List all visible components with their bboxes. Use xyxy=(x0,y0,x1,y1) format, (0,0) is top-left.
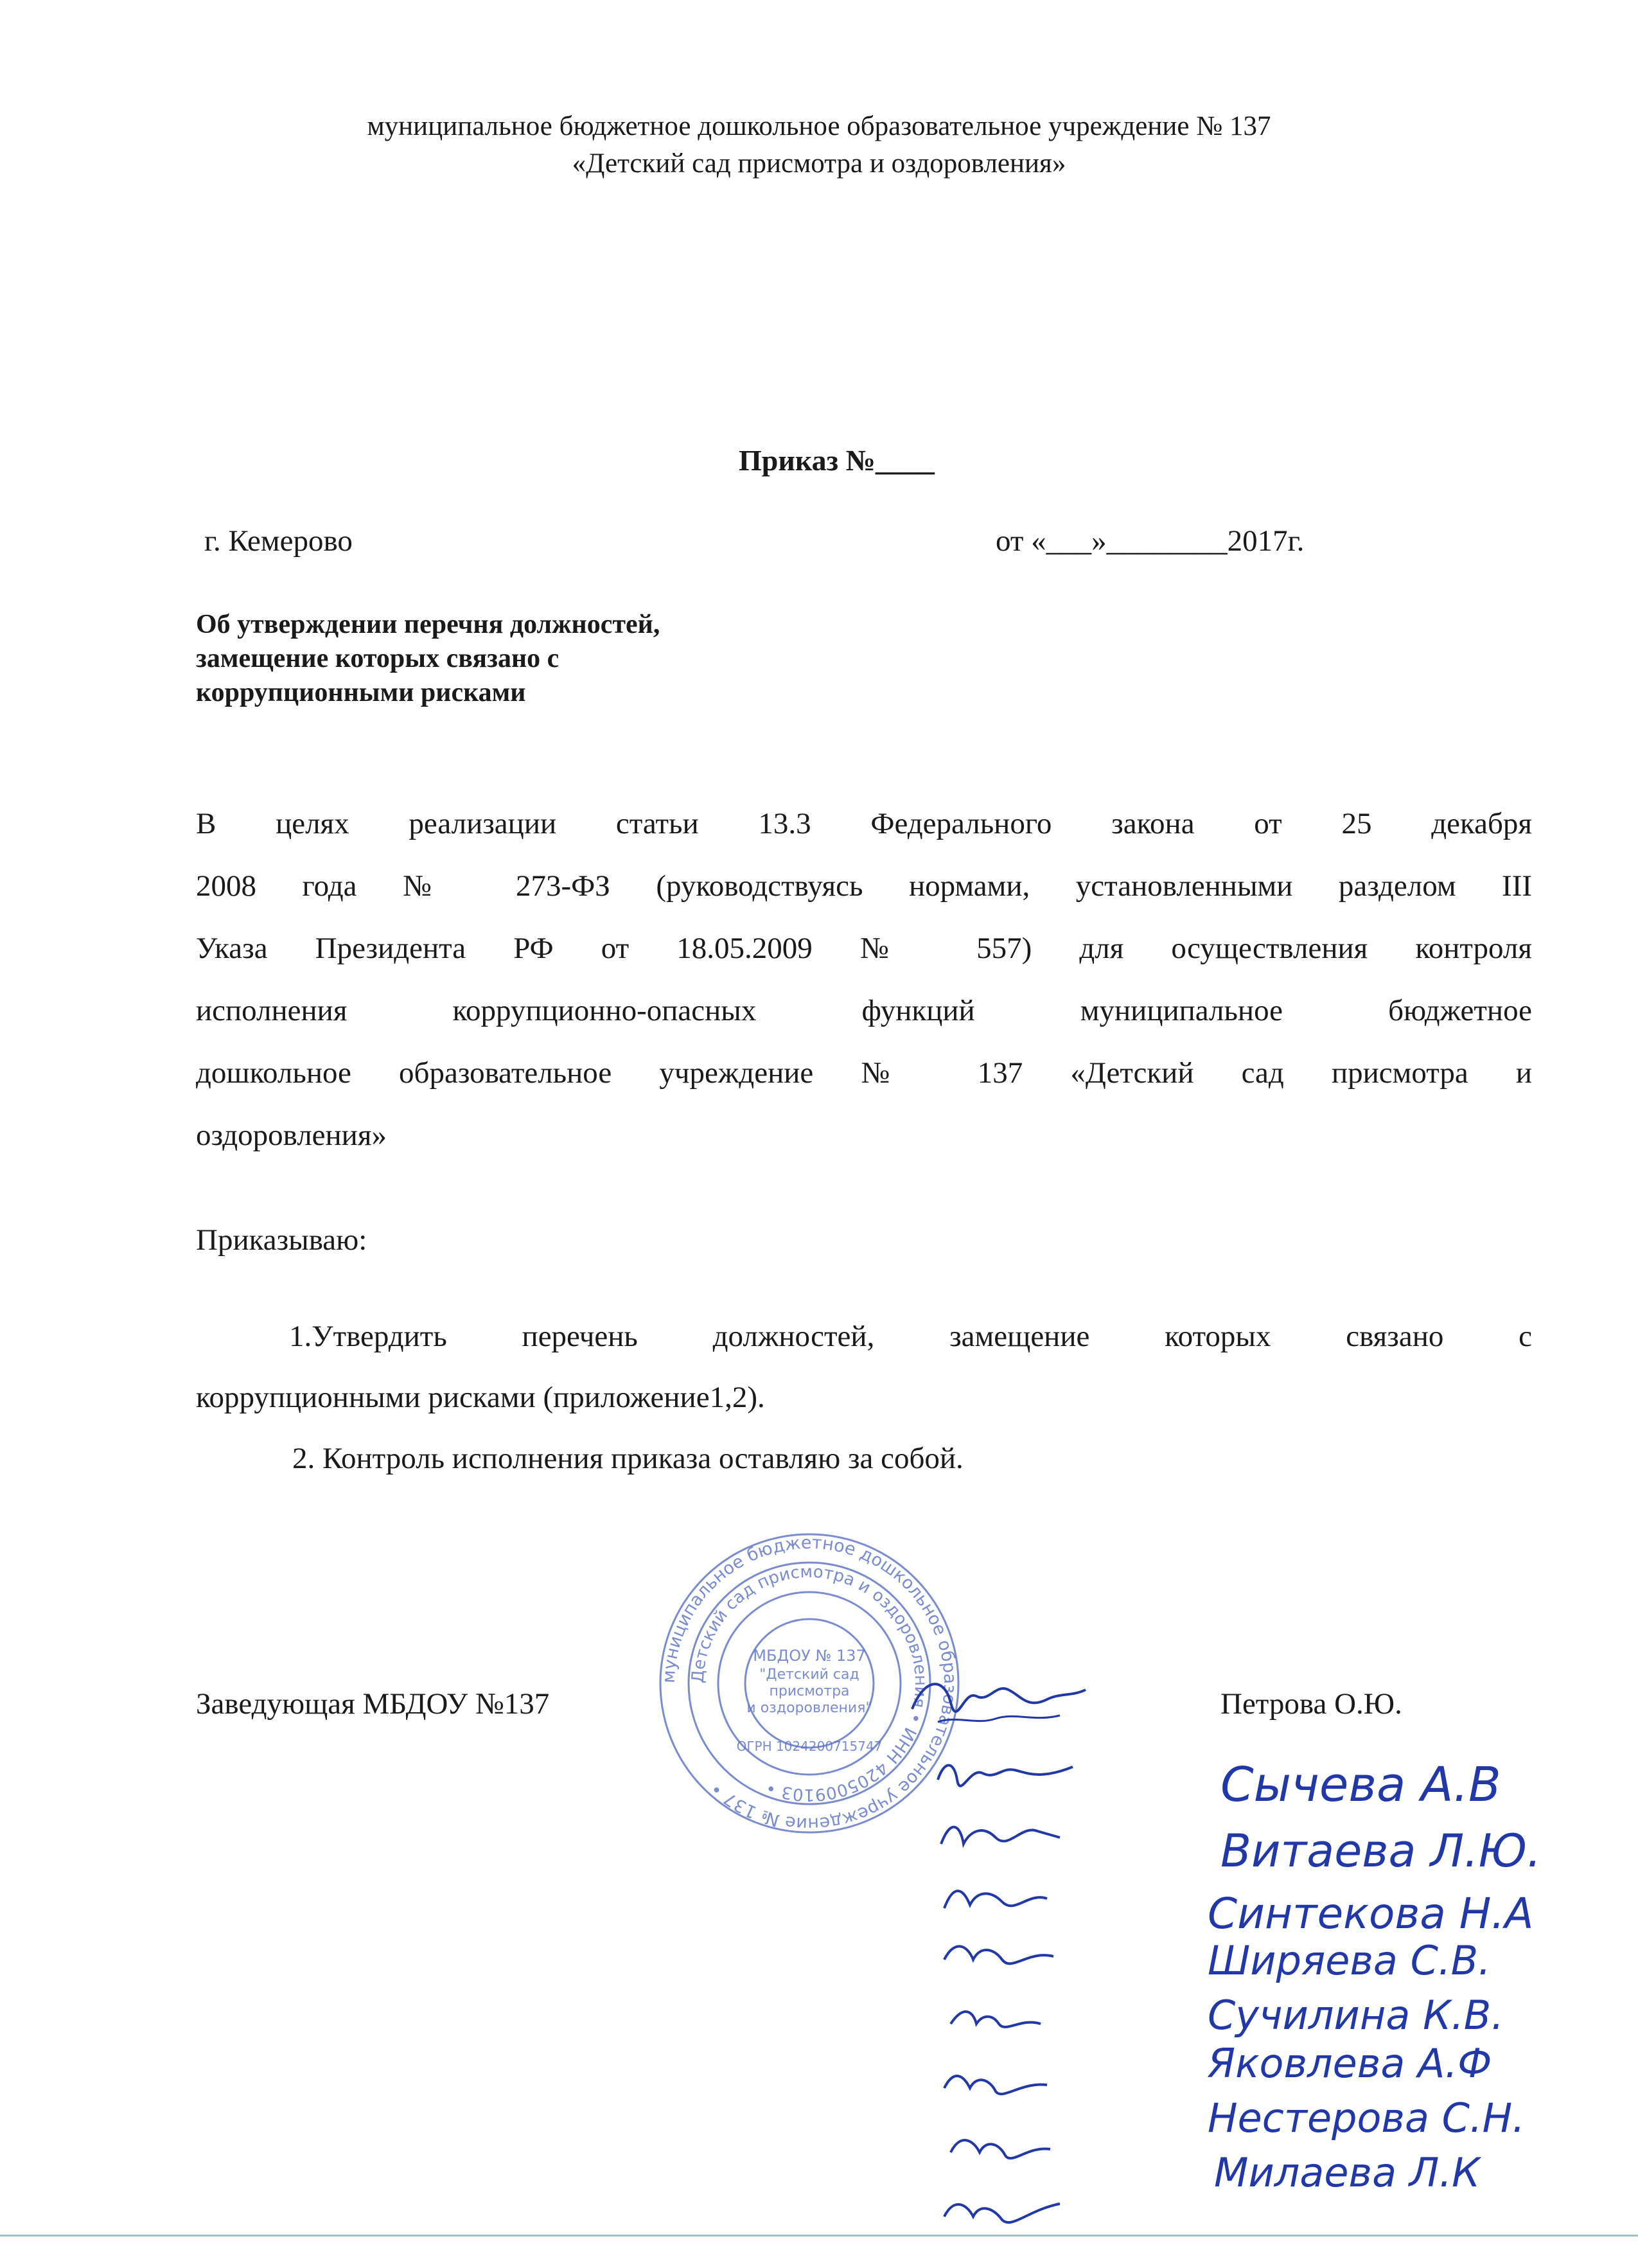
document-title: Приказ №____ xyxy=(739,444,935,477)
subject-line2: замещение которых связано с xyxy=(196,644,559,673)
institution-name-line2: «Детский сад присмотра и оздоровления» xyxy=(572,148,1066,179)
ack-signature-5: Сучилина К.В. xyxy=(1208,1992,1504,2039)
scan-edge-line xyxy=(0,2235,1638,2237)
preamble-line5: дошкольное образовательное учреждение № 137 «Детский сад присмотра и xyxy=(196,1056,1532,1090)
subject-line1: Об утверждении перечня должностей, xyxy=(196,610,660,639)
svg-text:МБДОУ № 137: МБДОУ № 137 xyxy=(753,1647,866,1665)
item2: 2. Контроль исполнения приказа оставляю за собой. xyxy=(292,1442,964,1475)
institution-name-line1: муниципальное бюджетное дошкольное образовательное учреждение № 137 xyxy=(367,111,1271,141)
svg-text:Детский сад присмотра и оздоро: Детский сад присмотра и оздоровления • ИНН 4205009103 • xyxy=(688,1562,931,1805)
svg-text:и оздоровления": и оздоровления" xyxy=(746,1700,872,1716)
ack-signature-7: Нестерова С.Н. xyxy=(1208,2095,1525,2141)
ack-signature-4: Ширяева С.В. xyxy=(1208,1937,1491,1984)
item1-line2: коррупционными рисками (приложение1,2). xyxy=(196,1381,765,1414)
ack-signature-3: Синтекова Н.А xyxy=(1208,1889,1534,1938)
preamble-line3: Указа Президента РФ от 18.05.2009 № 557) для осуществления контроля xyxy=(196,932,1532,965)
preamble-last-line: оздоровления» xyxy=(196,1119,387,1152)
ack-signature-6: Яковлева А.Ф xyxy=(1208,2040,1492,2087)
order-word: Приказываю: xyxy=(196,1223,367,1257)
signatory-position: Заведующая МБДОУ №137 xyxy=(196,1687,550,1721)
svg-text:"Детский сад: "Детский сад xyxy=(759,1667,859,1683)
employee-initials-column xyxy=(925,1754,1131,2268)
preamble-line1: В целях реализации статьи 13.3 Федерального закона от 25 декабря xyxy=(196,807,1532,840)
ack-signature-8: Милаева Л.К xyxy=(1214,2149,1481,2196)
svg-text:муниципальное бюджетное дошкол: муниципальное бюджетное дошкольное образовательное учреждение № 137 • xyxy=(658,1532,960,1834)
preamble-line2: 2008 года № 273-ФЗ (руководствуясь нормами, установленными разделом III xyxy=(196,869,1532,903)
svg-text:присмотра: присмотра xyxy=(769,1683,850,1699)
ack-signature-2: Витаева Л.Ю. xyxy=(1220,1825,1542,1877)
item1-line1: 1.Утвердить перечень должностей, замещение которых связано с xyxy=(289,1320,1532,1353)
subject-line3: коррупционными рисками xyxy=(196,678,526,707)
city: г. Кемерово xyxy=(204,524,353,558)
preamble-line4: исполнения коррупционно-опасных функций муниципальное бюджетное xyxy=(196,994,1532,1027)
director-signature xyxy=(899,1664,1092,1754)
signatory-name: Петрова О.Ю. xyxy=(1220,1687,1402,1721)
svg-text:ОГРН 1024200715747: ОГРН 1024200715747 xyxy=(736,1739,883,1754)
order-date: от «___»________2017г. xyxy=(996,524,1305,558)
ack-signature-1: Сычева А.В xyxy=(1220,1757,1501,1812)
